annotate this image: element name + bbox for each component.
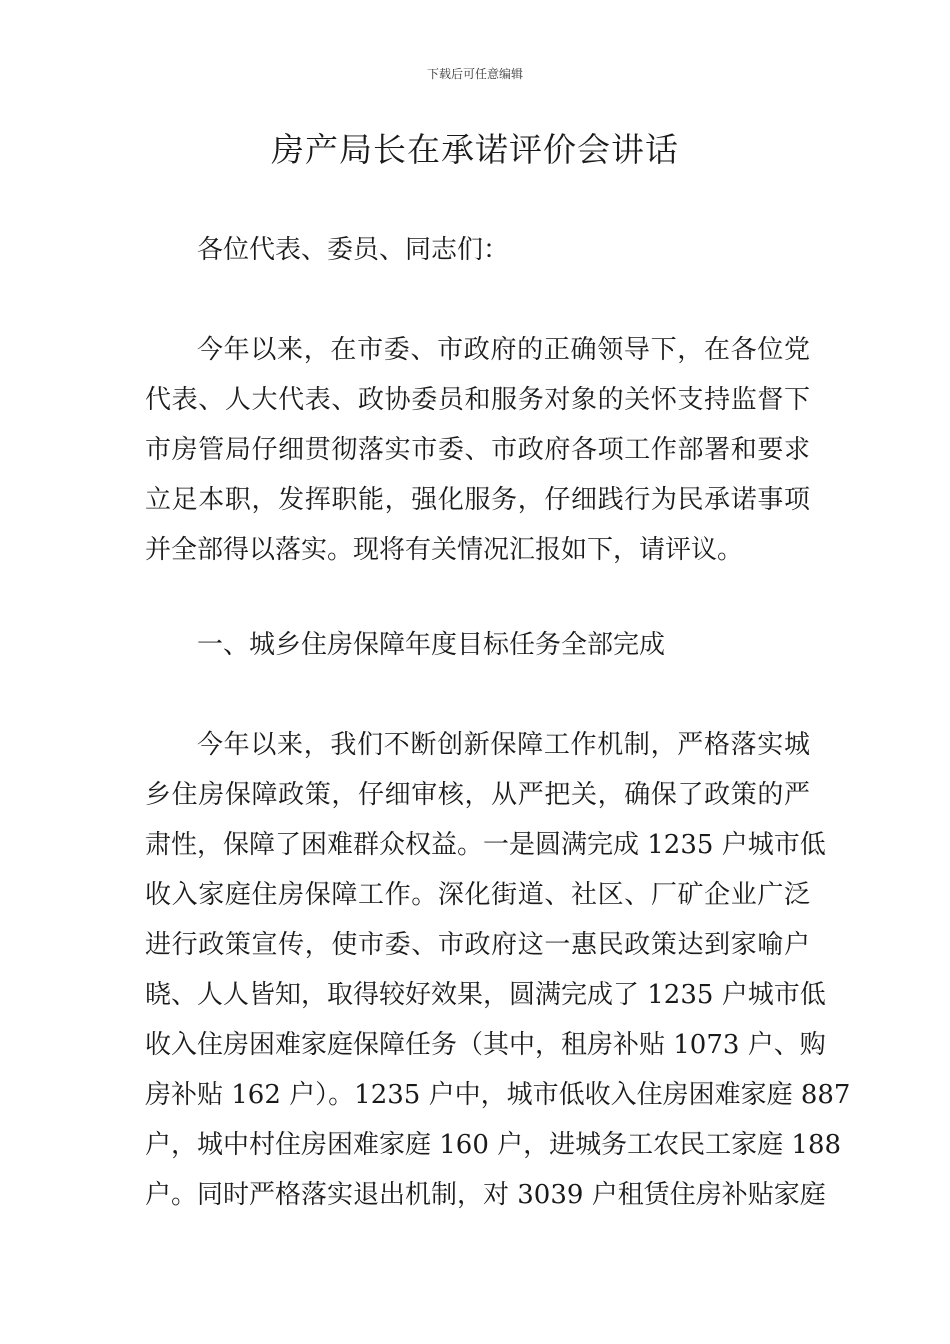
paragraph-line: 晓、人人皆知，取得较好效果，圆满完成了 1235 户城市低 (145, 980, 826, 1010)
header-note: 下载后可任意编辑 (426, 67, 523, 81)
paragraph-line: 并全部得以落实。现将有关情况汇报如下，请评议。 (145, 535, 744, 565)
paragraph-line: 收入住房困难家庭保障任务（其中，租房补贴 1073 户、购 (145, 1030, 826, 1060)
paragraph-line: 户，城中村住房困难家庭 160 户，进城务工农民工家庭 188 (145, 1130, 842, 1160)
paragraph-line: 立足本职，发挥职能，强化服务，仔细践行为民承诺事项 (145, 485, 810, 515)
paragraph-line: 户。同时严格落实退出机制，对 3039 户租赁住房补贴家庭 (145, 1180, 826, 1210)
paragraph-line: 进行政策宣传，使市委、市政府这一惠民政策达到家喻户 (145, 930, 810, 960)
paragraph-line: 今年以来，在市委、市政府的正确领导下，在各位党 (197, 335, 810, 365)
paragraph-line: 乡住房保障政策，仔细审核，从严把关，确保了政策的严 (145, 780, 810, 810)
salutation (145, 225, 810, 275)
paragraph-line: 今年以来，我们不断创新保障工作机制，严格落实城 (197, 730, 810, 760)
document-title: 房产局长在承诺评价会讲话 (271, 130, 679, 169)
paragraph-line: 市房管局仔细贯彻落实市委、市政府各项工作部署和要求 (145, 435, 810, 465)
salutation-line: 各位代表、委员、同志们： (197, 235, 510, 265)
paragraph-line: 肃性，保障了困难群众权益。一是圆满完成 1235 户城市低 (145, 830, 826, 860)
section-heading (145, 620, 810, 670)
paragraph-housing (145, 720, 851, 1220)
section-heading-line: 一、城乡住房保障年度目标任务全部完成 (197, 630, 666, 660)
paragraph-line: 收入家庭住房保障工作。深化街道、社区、厂矿企业广泛 (145, 880, 810, 910)
paragraph-intro (145, 325, 810, 575)
paragraph-line: 代表、人大代表、政协委员和服务对象的关怀支持监督下 (145, 385, 810, 415)
paragraph-line: 房补贴 162 户）。1235 户中，城市低收入住房困难家庭 887 (145, 1080, 851, 1110)
